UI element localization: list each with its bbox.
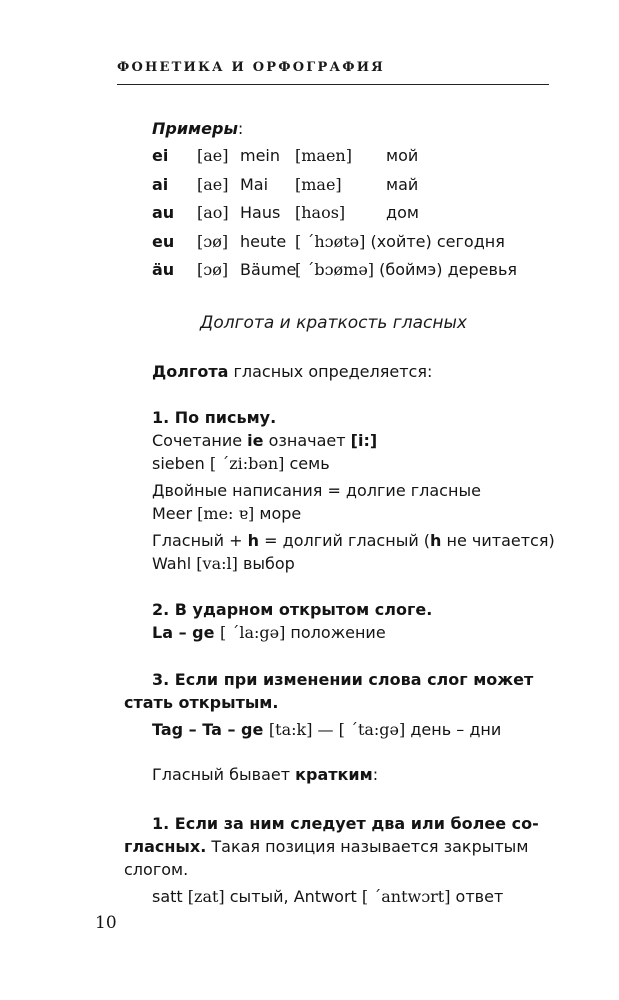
running-title: ФОНЕТИКА И ОРФОГРАФИЯ (117, 60, 385, 75)
diphthong-ipa: [ae] (197, 174, 229, 194)
rule-title: 3. Если при изменении слова слог может (152, 670, 534, 689)
diphthong-ipa: [ɔø] (197, 231, 229, 251)
length-intro: Долгота гласных определяется: (152, 362, 433, 381)
diphthong-ipa: [ae] (197, 146, 229, 165)
diphthong-ipa: [ao] (197, 203, 229, 222)
diphthong-letters: äu (152, 260, 175, 279)
shortness-rule-1 (124, 812, 552, 908)
rule-title: 1. По письму. (152, 408, 277, 427)
rule-title: 2. В ударном открытом слоге. (152, 600, 433, 619)
example-row (152, 199, 552, 228)
example-translation: мой (386, 146, 419, 165)
example-row (152, 142, 552, 171)
diphthong-letters: ei (152, 146, 169, 165)
example-word: Bäume (240, 260, 297, 279)
example-transcription: [haos] (295, 203, 346, 222)
example-word: Mai (240, 174, 269, 194)
examples-heading: Примеры: (152, 119, 244, 138)
length-rule-1 (152, 406, 555, 575)
example-transcription-and-translation: [ ´hɔøtə] (хойте) сегодня (295, 231, 505, 251)
rule-text: Сочетание ie означает [i:] (152, 431, 378, 450)
section-subheading: Долгота и краткость гласных (200, 313, 467, 333)
length-rule-3 (124, 668, 552, 741)
rule-text: Двойные написания = долгие гласные (152, 481, 481, 500)
example-word: mein (240, 146, 281, 165)
example-row (152, 171, 552, 200)
example-translation: май (386, 174, 419, 194)
length-rule-2 (152, 598, 552, 644)
example-transcription-and-translation: [ ´bɔømə] (боймэ) деревья (295, 260, 517, 279)
example-translation: дом (386, 203, 419, 222)
running-header (117, 60, 549, 85)
rule-example: sieben [ ´zi:bən] семь (152, 454, 330, 473)
diphthong-letters: ai (152, 174, 169, 194)
rule-title: 1. Если за ним следует два или более со- (152, 814, 539, 833)
rule-example: La – ge [ ´la:gə] положение (152, 623, 386, 642)
shortness-intro: Гласный бывает кратким: (152, 765, 379, 784)
example-word: Haus (240, 203, 281, 222)
example-transcription: [mae] (295, 174, 342, 194)
example-row (152, 228, 552, 257)
rule-text: гласных. Такая позиция называется закрытым (124, 837, 529, 856)
example-row (152, 256, 552, 285)
page-number: 10 (95, 913, 117, 933)
diphthong-letters: eu (152, 231, 175, 251)
rule-text: Гласный + h = долгий гласный (h не читается) (152, 531, 555, 550)
rule-title-continued: стать открытым. (124, 693, 279, 712)
examples-block (152, 118, 552, 285)
rule-example: Meer [me: ɐ] море (152, 504, 302, 523)
diphthong-letters: au (152, 203, 175, 222)
example-word: heute (240, 231, 287, 251)
rule-example: Tag – Ta – ge [ta:k] — [ ´ta:gə] день – дни (152, 720, 502, 739)
header-rule (117, 84, 549, 85)
rule-example: satt [zat] сытый, Antwort [ ´antwɔrt] ответ (152, 887, 504, 906)
rule-text: слогом. (124, 860, 189, 879)
diphthong-ipa: [ɔø] (197, 260, 229, 279)
example-transcription: [maen] (295, 146, 352, 165)
rule-example: Wahl [va:l] выбор (152, 554, 295, 573)
